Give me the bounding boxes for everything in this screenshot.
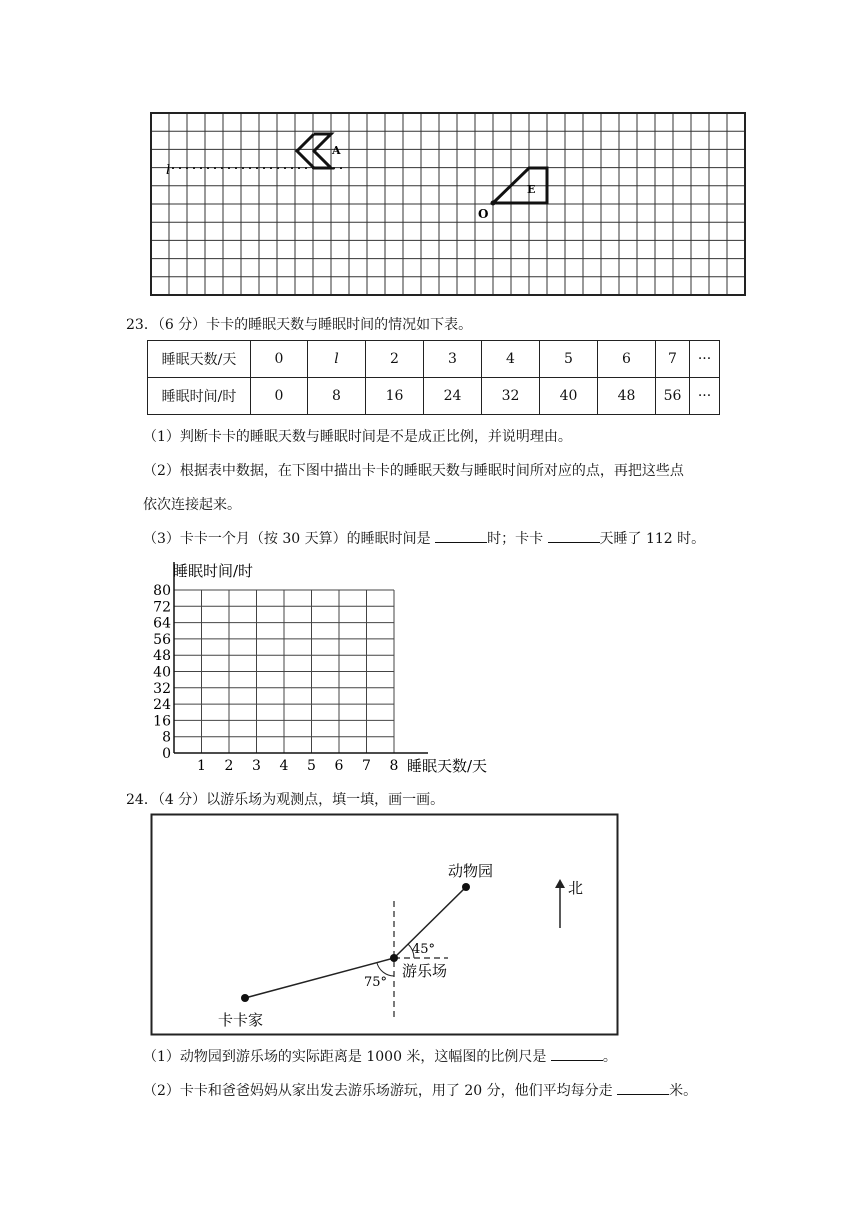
map-figure bbox=[150, 813, 620, 1037]
home-label: 卡卡家 bbox=[218, 1011, 264, 1029]
angle-45-label: 45° bbox=[412, 942, 436, 957]
q23-sub3-text-b: 时；卡卡 bbox=[487, 531, 544, 547]
table-cell: 0 bbox=[251, 341, 308, 378]
table-cell: 24 bbox=[424, 378, 482, 415]
chart-x-tick-label: 5 bbox=[307, 758, 316, 774]
table-cell: 4 bbox=[482, 341, 540, 378]
map-border bbox=[152, 815, 618, 1035]
label-a: A bbox=[332, 144, 341, 157]
chart-y-tick-label: 40 bbox=[153, 664, 171, 681]
chart-y-tick-label: 32 bbox=[153, 680, 171, 697]
chart-y-tick-label: 16 bbox=[153, 713, 171, 730]
chart-ylabel: 睡眠时间/时 bbox=[173, 562, 254, 580]
point-o bbox=[491, 201, 496, 206]
label-o: O bbox=[478, 207, 489, 221]
chart-x-tick-label: 3 bbox=[252, 758, 261, 774]
table-cell: 7 bbox=[656, 341, 690, 378]
table-cell: ··· bbox=[690, 341, 720, 378]
q24-sub1-text-a: （1）动物园到游乐场的实际距离是 1000 米，这幅图的比例尺是 bbox=[143, 1049, 547, 1065]
table-row bbox=[148, 341, 720, 378]
q23-sub2-line1: （2）根据表中数据，在下图中描出卡卡的睡眠天数与睡眠时间所对应的点，再把这些点 bbox=[143, 463, 684, 479]
label-l: l bbox=[166, 163, 171, 178]
table-cell: 3 bbox=[424, 341, 482, 378]
q24-sub2 bbox=[143, 1080, 697, 1100]
chart-y-tick-label: 72 bbox=[153, 599, 171, 616]
q24-sub1-text-b: 。 bbox=[602, 1049, 617, 1065]
q23-sub1: （1）判断卡卡的睡眠天数与睡眠时间是不是成正比例，并说明理由。 bbox=[143, 429, 572, 445]
q24-title: 24．（4 分）以游乐场为观测点，填一填，画一画。 bbox=[126, 792, 445, 808]
table-cell: 6 bbox=[598, 341, 656, 378]
sleep-chart bbox=[145, 558, 505, 776]
q23-sub2-line2: 依次连接起来。 bbox=[143, 497, 241, 513]
chart-x-tick-label: 2 bbox=[224, 758, 234, 774]
q24-sub1 bbox=[143, 1046, 617, 1066]
q23-sub3-text-c: 天睡了 112 时。 bbox=[599, 531, 706, 547]
table-cell: 16 bbox=[366, 378, 424, 415]
answer-blank-scale[interactable] bbox=[551, 1048, 603, 1061]
table-cell: 56 bbox=[656, 378, 690, 415]
table-row bbox=[148, 378, 720, 415]
grid-lines bbox=[151, 113, 745, 295]
table-cell: 5 bbox=[540, 341, 598, 378]
shape-a bbox=[297, 134, 331, 168]
chart-x-tick-label: 6 bbox=[334, 758, 344, 774]
chart-y-tick-label: 56 bbox=[153, 631, 171, 648]
q23-title: 23．（6 分）卡卡的睡眠天数与睡眠时间的情况如下表。 bbox=[126, 317, 473, 333]
table-cell: 0 bbox=[251, 378, 308, 415]
answer-blank-days[interactable] bbox=[548, 530, 600, 543]
zoo-point bbox=[462, 883, 470, 891]
chart-y-tick-label: 0 bbox=[162, 746, 171, 762]
chart-y-tick-label: 80 bbox=[153, 583, 171, 599]
chart-y-tick-label: 64 bbox=[153, 615, 171, 632]
zoo-label: 动物园 bbox=[448, 862, 494, 880]
chart-x-tick-label: 8 bbox=[389, 758, 399, 774]
chart-body bbox=[153, 562, 428, 774]
grid-figure bbox=[150, 112, 750, 298]
answer-blank-speed[interactable] bbox=[617, 1082, 669, 1095]
q23-sub3 bbox=[143, 528, 705, 548]
sleep-table bbox=[147, 340, 720, 415]
home-point bbox=[241, 994, 249, 1002]
park-label: 游乐场 bbox=[402, 962, 448, 980]
chart-y-tick-label: 8 bbox=[162, 729, 171, 746]
chart-x-tick-label: 7 bbox=[362, 758, 371, 774]
q24-sub2-text-b: 米。 bbox=[669, 1083, 698, 1099]
table-cell: 2 bbox=[366, 341, 424, 378]
answer-blank-hours[interactable] bbox=[435, 530, 487, 543]
table-cell: 40 bbox=[540, 378, 598, 415]
label-e: E bbox=[527, 183, 536, 196]
q23-sub3-text-a: （3）卡卡一个月（按 30 天算）的睡眠时间是 bbox=[143, 531, 431, 547]
chart-xlabel: 睡眠天数/天 bbox=[407, 757, 488, 775]
table-cell: 8 bbox=[308, 378, 366, 415]
table-cell: 32 bbox=[482, 378, 540, 415]
north-arrow-icon bbox=[555, 879, 565, 888]
table-cell: 睡眠天数/天 bbox=[148, 341, 251, 378]
table-cell: ··· bbox=[690, 378, 720, 415]
angle-75-label: 75° bbox=[364, 975, 388, 990]
table-cell: 睡眠时间/时 bbox=[148, 378, 251, 415]
table-cell: l bbox=[308, 341, 366, 378]
chart-x-tick-label: 4 bbox=[279, 758, 289, 774]
chart-y-tick-label: 24 bbox=[153, 697, 171, 714]
north-label: 北 bbox=[568, 879, 584, 897]
chart-y-tick-label: 48 bbox=[153, 648, 171, 665]
chart-x-tick-label: 1 bbox=[197, 758, 206, 774]
table-cell: 48 bbox=[598, 378, 656, 415]
q24-sub2-text-a: （2）卡卡和爸爸妈妈从家出发去游乐场游玩，用了 20 分，他们平均每分走 bbox=[143, 1083, 613, 1099]
park-point bbox=[390, 954, 398, 962]
